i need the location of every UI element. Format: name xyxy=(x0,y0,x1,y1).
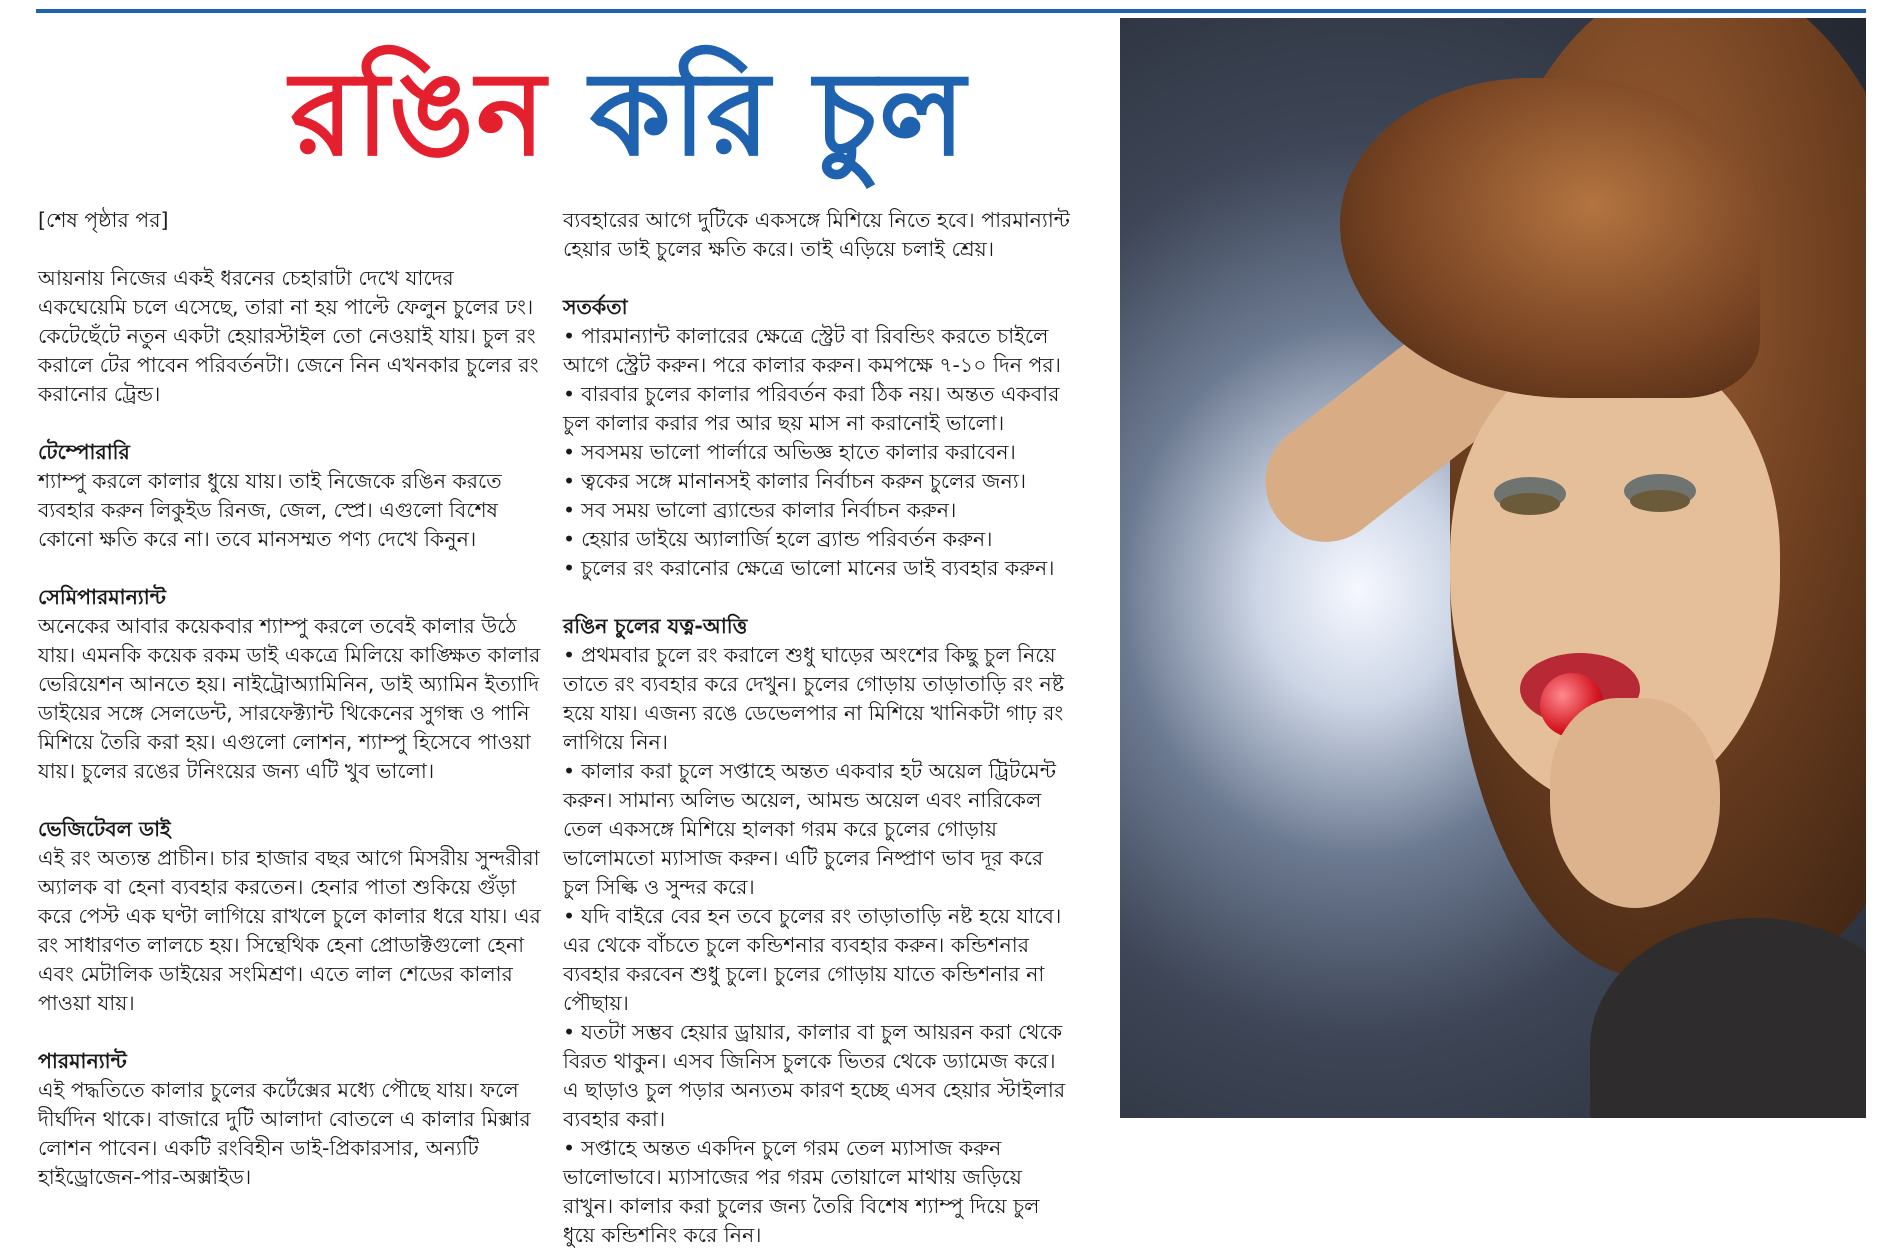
photo-hand xyxy=(1550,698,1720,908)
care-item: • প্রথমবার চুলে রং করালে শুধু ঘাড়ের অংশের কিছু চুল নিয়ে তাতে রং ব্যবহার করে দেখুন। চুলের গোড়ায় তাড়াতাড়ি রং নষ্ট হয়ে যায়। এজন্য রঙে ডেভেলপার না মিশিয়ে খানিকটা গাঢ় রং লাগিয়ে নিন। xyxy=(563,641,1073,757)
section-title-temporary: টেম্পোরারি xyxy=(38,440,130,464)
caution-item: • চুলের রং করানোর ক্ষেত্রে ভালো মানের ডাই ব্যবহার করুন। xyxy=(563,554,1073,583)
section-title-vegetable-dye: ভেজিটেবল ডাই xyxy=(38,817,171,841)
headline xyxy=(290,40,967,191)
caution-item: • সবসময় ভালো পার্লারে অভিজ্ঞ হাতে কালার করাবেন। xyxy=(563,438,1073,467)
section-body-vegetable-dye: এই রং অত্যন্ত প্রাচীন। চার হাজার বছর আগে মিসরীয় সুন্দরীরা অ্যালক বা হেনা ব্যবহার করতেন। হেনার পাতা শুকিয়ে গুঁড়া করে পেস্ট এক ঘণ্টা লাগিয়ে রাখলে চুলে কালার ধরে যায়। এর রং সাধারণত লালচে হয়। সিন্থেথিক হেনা প্রোডাক্টগুলো হেনা এবং মেটালিক ডাইয়ের সংমিশ্রণ। এতে লাল শেডের কালার পাওয়া যায়। xyxy=(38,846,541,1015)
headline-part-1: রঙিন xyxy=(290,47,548,182)
article-column-1 xyxy=(38,206,542,1192)
caution-title: সতর্কতা xyxy=(563,295,628,319)
care-item: • যদি বাইরে বের হন তবে চুলের রং তাড়াতাড়ি নষ্ট হয়ে যাবে। এর থেকে বাঁচতে চুলে কন্ডিশনার ব্যবহার করুন। কন্ডিশনার ব্যবহার করবেন শুধু চুলে। চুলের গোড়ায় যাতে কন্ডিশনার না পৌছায়। xyxy=(563,902,1073,1018)
continued-note: [শেষ পৃষ্ঠার পর] xyxy=(38,208,169,232)
care-item: • যতটা সম্ভব হেয়ার ড্রায়ার, কালার বা চুল আয়রন করা থেকে বিরত থাকুন। এসব জিনিস চুলকে ভিতর থেকে ড্যামেজ করে। এ ছাড়াও চুল পড়ার অন্যতম কারণ হচ্ছে এসব হেয়ার স্টাইলার ব্যবহার করা। xyxy=(563,1018,1073,1134)
model-photo xyxy=(1120,18,1866,1118)
caution-item: • বারবার চুলের কালার পরিবর্তন করা ঠিক নয়। অন্তত একবার চুল কালার করার পর আর ছয় মাস না করানোই ভালো। xyxy=(563,380,1073,438)
section-title-semi-permanent: সেমিপারমান্যান্ট xyxy=(38,585,166,609)
section-body-semi-permanent: অনেকের আবার কয়েকবার শ্যাম্পু করলে তবেই কালার উঠে যায়। এমনকি কয়েক রকম ডাই একত্রে মিলিয়ে কাঙ্ক্ষিত কালার ভেরিয়েশন আনতে হয়। নাইট্রোঅ্যামিনিন, ডাই অ্যামিন ইত্যাদি ডাইয়ের সঙ্গে সেলডেন্ট, সারফেক্ট্যান্ট থিকেনের সুগন্ধ ও পানি মিশিয়ে তৈরি করা হয়। এগুলো লোশন, শ্যাম্পু হিসেবে পাওয়া যায়। চুলের রঙের টনিংয়ের জন্য এটি খুব ভালো। xyxy=(38,614,541,783)
continuation-paragraph: ব্যবহারের আগে দুটিকে একসঙ্গে মিশিয়ে নিতে হবে। পারমান্যান্ট হেয়ার ডাই চুলের ক্ষতি করে। তাই এড়িয়ে চলাই শ্রেয়। xyxy=(563,208,1070,261)
section-body-permanent: এই পদ্ধতিতে কালার চুলের কর্টেক্সের মধ্যে পৌছে যায়। ফলে দীর্ঘদিন থাকে। বাজারে দুটি আলাদা বোতলে এ কালার মিক্সার লোশন পাবেন। একটি রংবিহীন ডাই-প্রিকারসার, অন্যটি হাইড্রোজেন-পার-অক্সাইড। xyxy=(38,1078,531,1189)
caution-item: • হেয়ার ডাইয়ে অ্যালার্জি হলে ব্র্যান্ড পরিবর্তন করুন। xyxy=(563,525,1073,554)
section-body-temporary: শ্যাম্পু করলে কালার ধুয়ে যায়। তাই নিজেকে রঙিন করতে ব্যবহার করুন লিকুইড রিনজ, জেল, স্প্রে। এগুলো বিশেষ কোনো ক্ষতি করে না। তবে মানসম্মত পণ্য দেখে কিনুন। xyxy=(38,469,502,551)
headline-part-2: করি চুল xyxy=(589,47,968,182)
photo-eye-left xyxy=(1500,493,1560,515)
intro-paragraph: আয়নায় নিজের একই ধরনের চেহারাটা দেখে যাদের একঘেয়েমি চলে এসেছে, তারা না হয় পাল্টে ফেলুন চুলের ঢং। কেটেছেঁটে নতুন একটা হেয়ারস্টাইল তো নেওয়াই যায়। চুল রং করালে টের পাবেন পরিবর্তনটা। জেনে নিন এখনকার চুলের রং করানোর ট্রেন্ড। xyxy=(38,266,539,406)
article-column-2 xyxy=(563,206,1073,1250)
care-title: রঙিন চুলের যত্ন-আত্তি xyxy=(563,614,748,638)
care-item: • সপ্তাহে অন্তত একদিন চুলে গরম তেল ম্যাসাজ করুন ভালোভাবে। ম্যাসাজের পর গরম তোয়ালে মাথায় জড়িয়ে রাখুন। কালার করা চুলের জন্য তৈরি বিশেষ শ্যাম্পু দিয়ে চুল ধুয়ে কন্ডিশনিং করে নিন। xyxy=(563,1134,1073,1250)
section-title-permanent: পারমান্যান্ট xyxy=(38,1049,127,1073)
photo-eye-right xyxy=(1630,490,1690,512)
caution-item: • ত্বকের সঙ্গে মানানসই কালার নির্বাচন করুন চুলের জন্য। xyxy=(563,467,1073,496)
caution-item: • পারমান্যান্ট কালারের ক্ষেত্রে স্ট্রেট বা রিবন্ডিং করতে চাইলে আগে স্ট্রেট করুন। পরে কালার করুন। কমপক্ষে ৭-১০ দিন পর। xyxy=(563,322,1073,380)
caution-item: • সব সময় ভালো ব্র্যান্ডের কালার নির্বাচন করুন। xyxy=(563,496,1073,525)
care-item: • কালার করা চুলে সপ্তাহে অন্তত একবার হট অয়েল ট্রিটমেন্ট করুন। সামান্য অলিভ অয়েল, আমন্ড অয়েল এবং নারিকেল তেল একসঙ্গে মিশিয়ে হালকা গরম করে চুলের গোড়ায় ভালোমতো ম্যাসাজ করুন। এটি চুলের নিষ্প্রাণ ভাব দূর করে চুল সিল্কি ও সুন্দর করে। xyxy=(563,757,1073,902)
top-rule xyxy=(36,9,1866,13)
